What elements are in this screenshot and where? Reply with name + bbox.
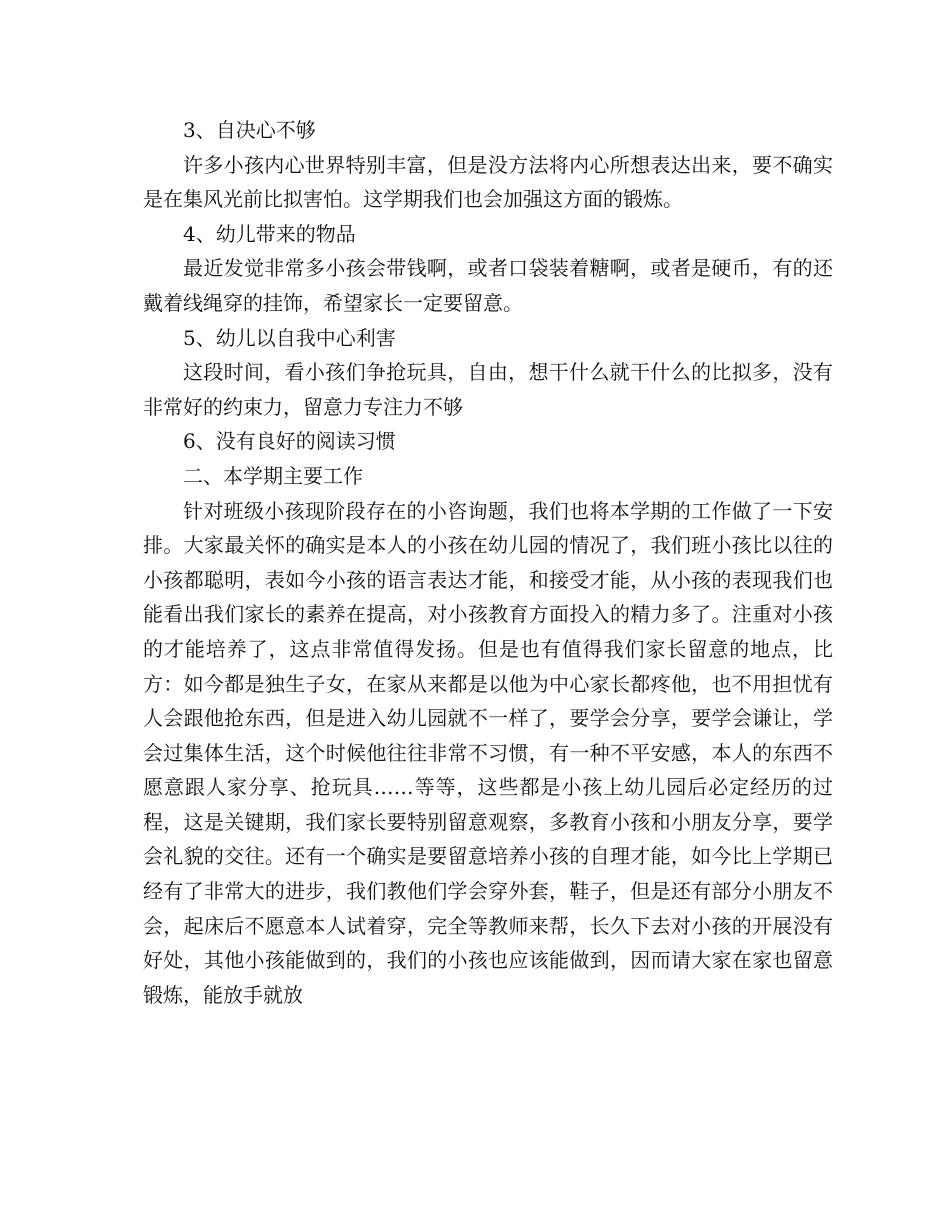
section-heading: 二、本学期主要工作 <box>183 463 363 488</box>
section-heading: 6、没有良好的阅读习惯 <box>183 429 396 454</box>
body-paragraph: 许多小孩内心世界特别丰富，但是没方法将内心所想表达出来，要不确实是在集风光前比拟害怕。这学期我们也会加强这方面的锻炼。 <box>143 152 833 212</box>
document-body <box>143 113 833 1012</box>
body-paragraph: 这段时间，看小孩们争抢玩具，自由，想干什么就干什么的比拟多，没有非常好的约束力，留意力专注力不够 <box>143 360 833 419</box>
section-heading: 4、幼儿带来的物品 <box>183 221 356 246</box>
section-heading: 3、自决心不够 <box>183 118 316 142</box>
body-paragraph: 针对班级小孩现阶段存在的小咨询题，我们也将本学期的工作做了一下安排。大家最关怀的确实是本人的小孩在幼儿园的情况了，我们班小孩比以往的小孩都聪明，表如今小孩的语言表达才能，和接受才能，从小孩的表现我们也能看出我们家长的素养在提高，对小孩教育方面投入的精力多了。注重对小孩的才能培养了，这点非常值得发扬。但是也有值得我们家长留意的地点，比方：如今都是独生子女，在家从来都是以他为中心家长都疼他，也不用担忧有人会跟他抢东西，但是进入幼儿园就不一样了，要学会分享，要学会谦让，学会过集体生活，这个时候他往往非常不习惯，有一种不平安感，本人的东西不愿意跟人家分享、抢玩具……等等，这些都是小孩上幼儿园后必定经历的过程，这是关键期，我们家长要特别留意观察，多教育小孩和小朋友分享，要学会礼貌的交往。还有一个确实是要留意培养小孩的自理才能，如今比上学期已经有了非常大的进步，我们教他们学会穿外套，鞋子，但是还有部分小朋友不会，起床后不愿意本人试着穿，完全等教师来帮，长久下去对小孩的开展没有好处，其他小孩能做到的，我们的小孩也应该能做到，因而请大家在家也留意锻炼，能放手就放 <box>143 498 833 1007</box>
section-heading: 5、幼儿以自我中心利害 <box>183 325 396 350</box>
body-paragraph: 最近发觉非常多小孩会带钱啊，或者口袋装着糖啊，或者是硬币，有的还戴着线绳穿的挂饰，希望家长一定要留意。 <box>143 256 833 315</box>
